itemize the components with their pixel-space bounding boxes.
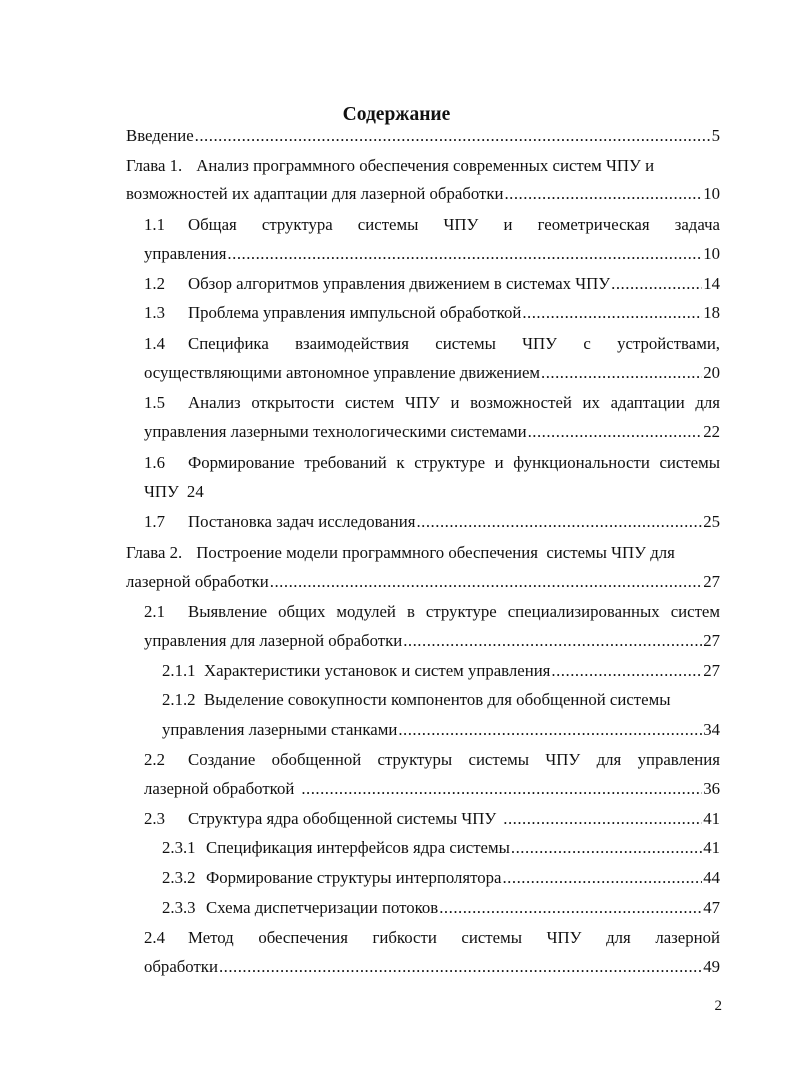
toc-leader [541,361,702,385]
toc-entry-text: Обзор алгоритмов управления движением в системах ЧПУ [188,274,611,293]
toc-leader [219,955,702,979]
toc-section-number: 2.4 [144,928,165,947]
toc-entry-1-4-line2[interactable] [144,361,720,385]
toc-leader [195,124,711,148]
toc-section-number: 1.4 [144,334,165,353]
toc-page: 34 [703,720,720,739]
toc-entry-text: Формирование структуры интерполятора [206,868,502,887]
toc-entry-1-2[interactable] [144,272,720,296]
toc-entry-text: Выявление общих модулей в структуре специализированных систем [188,602,720,621]
toc-entry-2-4-line1[interactable] [144,926,720,950]
toc-page: 41 [703,809,720,828]
toc-entry-1-1-line1[interactable] [144,213,720,237]
toc-page: 20 [703,363,720,382]
toc-entry-text: осуществляющими автономное управление движением [144,363,541,382]
toc-entry-2-1-2-line1[interactable] [162,688,720,712]
toc-chapter-label: Глава 1. [126,156,183,175]
toc-leader [502,866,702,890]
toc-entry-1-6-line1[interactable] [144,451,720,475]
toc-leader [551,659,702,683]
toc-page: 18 [703,303,720,322]
toc-entry-text: Построение модели программного обеспечения системы ЧПУ для [196,543,675,562]
toc-leader [403,629,702,653]
toc-page: 27 [703,661,720,680]
toc-entry-text: Формирование требований к структуре и функциональности системы [188,453,720,472]
toc-page: 22 [703,422,720,441]
toc-entry-text: ЧПУ [144,482,179,501]
toc-title: Содержание [342,104,451,125]
toc-entry-2-3[interactable] [144,807,720,831]
toc-section-number: 2.1.1 [162,661,196,680]
toc-entry-2-3-1[interactable] [162,836,720,860]
toc-entry-text: Анализ открытости систем ЧПУ и возможностей их адаптации для [188,393,720,412]
toc-leader [528,420,703,444]
toc-entry-text: Схема диспетчеризации потоков [206,898,439,917]
toc-entry-chapter-2-line1[interactable] [126,541,720,565]
toc-section-number: 1.7 [144,512,165,531]
toc-page: 41 [703,838,720,857]
toc-page: 44 [703,868,720,887]
toc-page: 5 [711,126,720,145]
toc-entry-2-2-line1[interactable] [144,748,720,772]
toc-entry-text: управления для лазерной обработки [144,631,403,650]
toc-entry-2-3-2[interactable] [162,866,720,890]
toc-leader [611,272,702,296]
toc-leader [416,510,702,534]
toc-section-number: 1.6 [144,453,165,472]
toc-section-number: 2.1 [144,602,165,621]
toc-section-number: 1.2 [144,274,165,293]
toc-entry-text: Выделение совокупности компонентов для обобщенной системы [204,690,671,709]
toc-entry-text: Анализ программного обеспечения современных систем ЧПУ и [196,156,655,175]
toc-entry-intro[interactable] [126,124,720,148]
toc-entry-text: обработки [144,957,218,976]
toc-entry-chapter-1-line2[interactable] [126,182,720,206]
toc-section-number: 2.3.2 [162,868,196,887]
toc-page: 27 [703,572,720,591]
toc-entry-text: управления лазерными станками [162,720,398,739]
toc-leader [504,182,702,206]
toc-page: 49 [703,957,720,976]
toc-leader [270,570,702,594]
toc-entry-text: Постановка задач исследования [188,512,416,531]
toc-entry-2-4-line2[interactable] [144,955,720,979]
toc-entry-chapter-1-line1[interactable] [126,154,720,178]
toc-section-number: 2.3 [144,809,165,828]
toc-page: 25 [703,512,720,531]
toc-entry-text: Структура ядра обобщенной системы ЧПУ [188,809,497,828]
toc-page: 27 [703,631,720,650]
toc-entry-1-5-line1[interactable] [144,391,720,415]
toc-entry-1-4-line1[interactable] [144,332,720,356]
toc-entry-1-1-line2[interactable] [144,242,720,266]
toc-entry-text: Спецификация интерфейсов ядра системы [206,838,510,857]
toc-page: 47 [703,898,720,917]
toc-leader [227,242,702,266]
toc-entry-text: Метод обеспечения гибкости системы ЧПУ для лазерной [188,928,720,947]
toc-entry-text: Характеристики установок и систем управления [204,661,551,680]
toc-page: 36 [703,779,720,798]
toc-entry-2-1-line2[interactable] [144,629,720,653]
toc-section-number: 2.3.3 [162,898,196,917]
toc-entry-2-2-line2[interactable] [144,777,720,801]
toc-leader [522,301,702,325]
toc-entry-2-1-line1[interactable] [144,600,720,624]
toc-section-number: 2.1.2 [162,690,196,709]
toc-entry-text: Создание обобщенной структуры системы ЧПУ для управления [188,750,720,769]
toc-entry-text: управления [144,244,227,263]
toc-leader [503,807,702,831]
toc-page: 24 [186,482,204,501]
toc-entry-2-3-3[interactable] [162,896,720,920]
toc-entry-text: лазерной обработки [126,572,269,591]
toc-leader [511,836,702,860]
toc-section-number: 1.3 [144,303,165,322]
toc-entry-text: возможностей их адаптации для лазерной обработки [126,184,504,203]
toc-page: 10 [703,244,720,263]
toc-entry-text: лазерной обработкой [144,779,295,798]
toc-section-number: 2.3.1 [162,838,196,857]
toc-entry-1-3[interactable] [144,301,720,325]
toc-page: 10 [703,184,720,203]
toc-entry-text: Введение [126,126,194,145]
toc-entry-chapter-2-line2[interactable] [126,570,720,594]
toc-leader [301,777,702,801]
toc-page: 14 [703,274,720,293]
toc-entry-2-1-1[interactable] [162,659,720,683]
toc-leader [398,718,702,742]
toc-entry-text: Общая структура системы ЧПУ и геометрическая задача [188,215,720,234]
toc-entry-1-6-line2[interactable] [144,480,720,504]
toc-section-number: 2.2 [144,750,165,769]
toc-entry-text: Специфика взаимодействия системы ЧПУ с устройствами, [188,334,720,353]
toc-chapter-label: Глава 2. [126,543,183,562]
toc-entry-1-7[interactable] [144,510,720,534]
page-number: 2 [714,998,722,1014]
toc-entry-2-1-2-line2[interactable] [162,718,720,742]
toc-entry-text: управления лазерными технологическими системами [144,422,527,441]
toc-leader [439,896,702,920]
toc-entry-1-5-line2[interactable] [144,420,720,444]
toc-section-number: 1.5 [144,393,165,412]
toc-section-number: 1.1 [144,215,165,234]
toc-entry-text: Проблема управления импульсной обработкой [188,303,522,322]
